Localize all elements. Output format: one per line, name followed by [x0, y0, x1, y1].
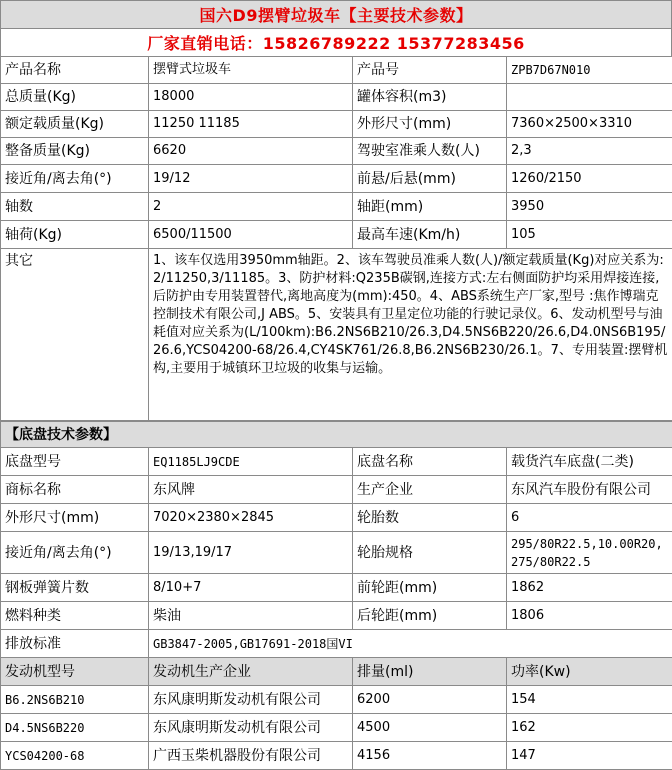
spec-row: [1, 84, 672, 111]
spec-row: [1, 476, 672, 504]
spec-value: 1260/2150: [507, 165, 672, 193]
spec-label: 轮胎规格: [353, 532, 507, 574]
spec-value: 8/10+7: [149, 574, 353, 602]
spec-row: [1, 532, 672, 574]
engine-model-header: 发动机型号: [1, 658, 149, 686]
engine-displacement-header: 排量(ml): [353, 658, 507, 686]
section-header-row: [1, 422, 672, 448]
spec-value: 105: [507, 221, 672, 249]
spec-label: 轴距(mm): [353, 193, 507, 221]
engine-power: 147: [507, 742, 672, 770]
spec-value: 1862: [507, 574, 672, 602]
page-title: 国六D9摆臂垃圾车【主要技术参数】: [0, 0, 672, 29]
contact-phone: 厂家直销电话：15826789222 15377283456: [0, 28, 672, 57]
spec-value: 2: [149, 193, 353, 221]
spec-row: [1, 165, 672, 193]
spec-row: [1, 138, 672, 165]
spec-row: [1, 448, 672, 476]
emission-value: GB3847-2005,GB17691-2018国VI: [149, 630, 672, 658]
spec-value: 11250 11185: [149, 111, 353, 138]
spec-label: 产品名称: [1, 57, 149, 84]
spec-value: 1806: [507, 602, 672, 630]
spec-value: 7360×2500×3310: [507, 111, 672, 138]
spec-value: 摆臂式垃圾车: [149, 57, 353, 84]
spec-row: [1, 57, 672, 84]
spec-value: 东风汽车股份有限公司: [507, 476, 672, 504]
spec-value: 2,3: [507, 138, 672, 165]
spec-label: 额定载质量(Kg): [1, 111, 149, 138]
engine-model: YCS04200-68: [1, 742, 149, 770]
engine-displacement: 4156: [353, 742, 507, 770]
engine-displacement: 6200: [353, 686, 507, 714]
spec-label: 前悬/后悬(mm): [353, 165, 507, 193]
spec-label: 轴荷(Kg): [1, 221, 149, 249]
engine-displacement: 4500: [353, 714, 507, 742]
engine-row: [1, 686, 672, 714]
spec-label: 接近角/离去角(°): [1, 165, 149, 193]
emission-row: [1, 630, 672, 658]
spec-value: 柴油: [149, 602, 353, 630]
spec-value: 6620: [149, 138, 353, 165]
spec-value: 东风牌: [149, 476, 353, 504]
engine-maker: 东风康明斯发动机有限公司: [149, 686, 353, 714]
chassis-section-title: 【底盘技术参数】: [1, 422, 672, 448]
spec-label: 生产企业: [353, 476, 507, 504]
spec-row: [1, 221, 672, 249]
engine-power-header: 功率(Kw): [507, 658, 672, 686]
spec-label: 前轮距(mm): [353, 574, 507, 602]
engine-power: 162: [507, 714, 672, 742]
spec-label: 底盘型号: [1, 448, 149, 476]
spec-value: [507, 84, 672, 111]
spec-label: 罐体容积(m3): [353, 84, 507, 111]
engine-model: B6.2NS6B210: [1, 686, 149, 714]
spec-label: 产品号: [353, 57, 507, 84]
spec-value: ZPB7D67N010: [507, 57, 672, 84]
spec-value: 295/80R22.5,10.00R20,275/80R22.5: [507, 532, 672, 574]
other-label: 其它: [1, 249, 149, 421]
engine-maker: 东风康明斯发动机有限公司: [149, 714, 353, 742]
emission-label: 排放标准: [1, 630, 149, 658]
spec-value: 载货汽车底盘(二类): [507, 448, 672, 476]
spec-row: [1, 574, 672, 602]
spec-label: 轴数: [1, 193, 149, 221]
spec-row: [1, 111, 672, 138]
spec-label: 最高车速(Km/h): [353, 221, 507, 249]
spec-label: 总质量(Kg): [1, 84, 149, 111]
spec-label: 后轮距(mm): [353, 602, 507, 630]
other-notes: 1、该车仅选用3950mm轴距。2、该车驾驶员准乘人数(人)/额定载质量(Kg)对应关系为:2/11250,3/11185。3、防护材料:Q235B碳钢,连接方式:左右侧面防护均采用焊接连接,后防护由专用装置替代,离地高度为(mm):450。4、ABS系统生产厂家,型号 :焦作博瑞克控制技术有限公司,J ABS。5、安装具有卫星定位功能的行驶记录仪。6、发动机型号与油耗值对应关系为(L/100km):B6.2NS6B210/26.3,D4.5NS6B220/26.6,D4.0NS6B195/26.6,YCS04200-68/26.4,CY4SK761/26.8,B6.2NS6B230/26.1。7、专用装置:摆臂机构,主要用于城镇环卫垃圾的收集与运输。: [149, 249, 672, 421]
engine-row: [1, 714, 672, 742]
spec-value: 6: [507, 504, 672, 532]
spec-label: 接近角/离去角(°): [1, 532, 149, 574]
spec-label: 钢板弹簧片数: [1, 574, 149, 602]
spec-value: 6500/11500: [149, 221, 353, 249]
spec-label: 底盘名称: [353, 448, 507, 476]
engine-power: 154: [507, 686, 672, 714]
other-row: [1, 249, 672, 421]
spec-value: 3950: [507, 193, 672, 221]
engine-maker-header: 发动机生产企业: [149, 658, 353, 686]
spec-value: 7020×2380×2845: [149, 504, 353, 532]
spec-row: [1, 193, 672, 221]
spec-value: 19/12: [149, 165, 353, 193]
engine-model: D4.5NS6B220: [1, 714, 149, 742]
spec-value: EQ1185LJ9CDE: [149, 448, 353, 476]
spec-label: 驾驶室准乘人数(人): [353, 138, 507, 165]
spec-row: [1, 504, 672, 532]
spec-label: 轮胎数: [353, 504, 507, 532]
spec-label: 整备质量(Kg): [1, 138, 149, 165]
spec-value: 19/13,19/17: [149, 532, 353, 574]
spec-label: 商标名称: [1, 476, 149, 504]
spec-label: 外形尺寸(mm): [1, 504, 149, 532]
spec-row: [1, 602, 672, 630]
chassis-spec-table: [0, 421, 672, 770]
main-spec-table: [0, 56, 672, 421]
spec-value: 18000: [149, 84, 353, 111]
spec-label: 外形尺寸(mm): [353, 111, 507, 138]
spec-label: 燃料种类: [1, 602, 149, 630]
engine-maker: 广西玉柴机器股份有限公司: [149, 742, 353, 770]
engine-row: [1, 742, 672, 770]
engine-header-row: [1, 658, 672, 686]
